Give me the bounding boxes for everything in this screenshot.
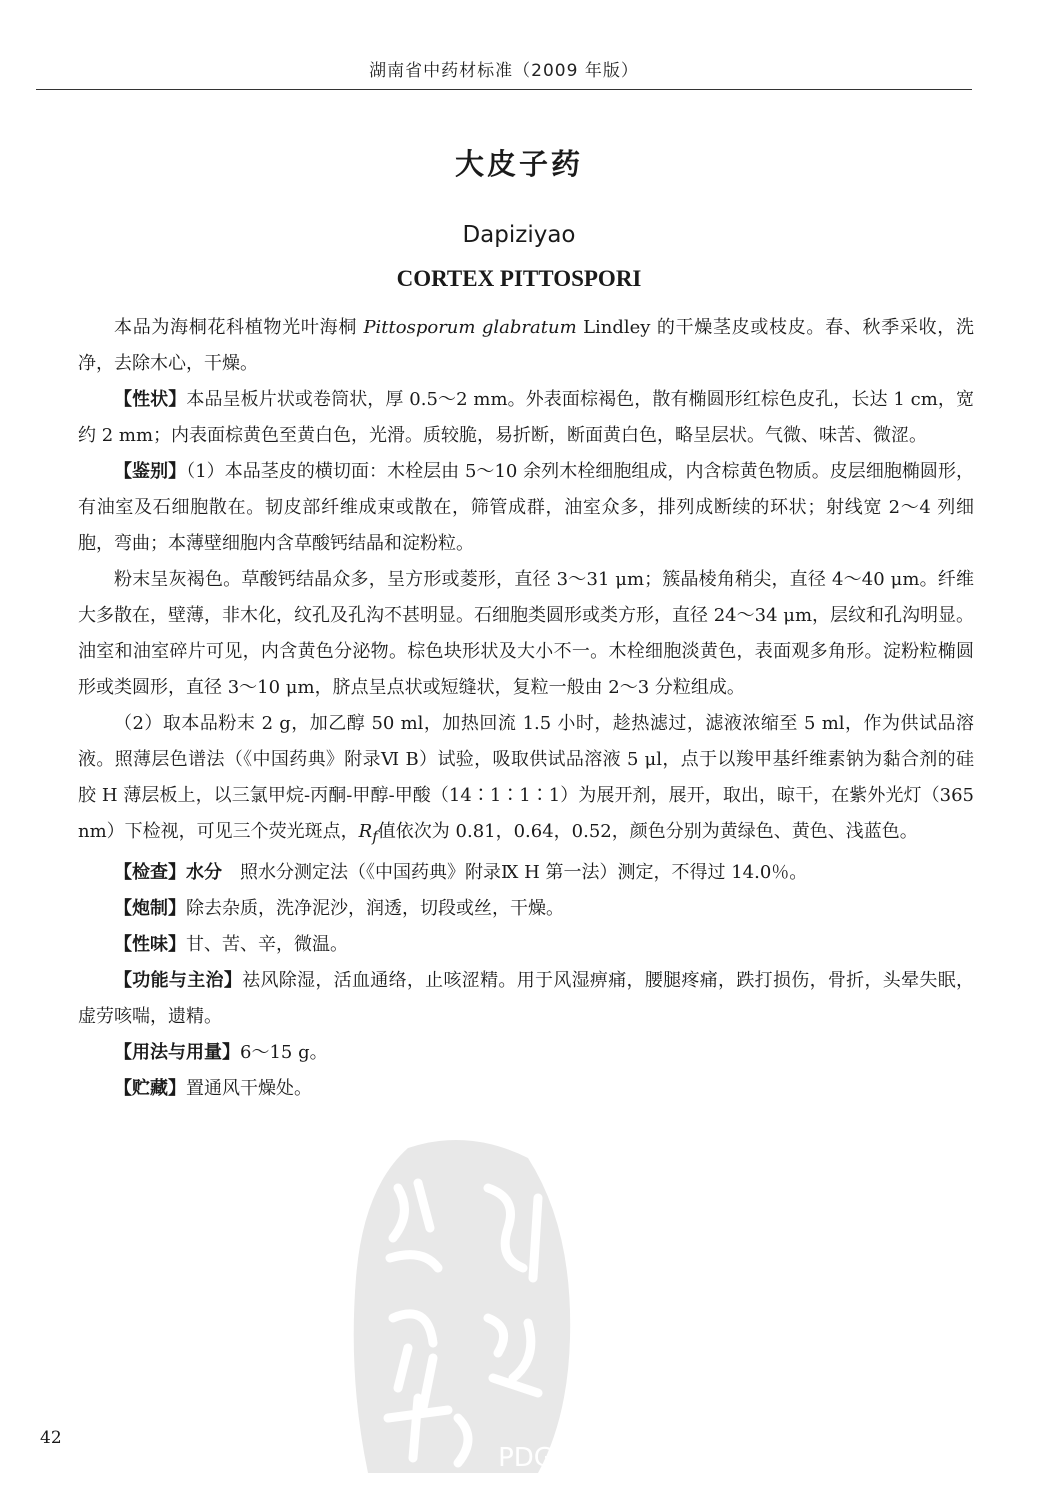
species-name: Pittosporum glabratum [363,317,577,338]
usage-section: 【用法与用量】6～15 g。 [114,1041,328,1063]
section-label: 【功能与主治】 [114,969,243,991]
page-number: 42 [40,1428,62,1448]
section-label: 【贮藏】 [114,1077,186,1099]
section-label: 【检查】 [114,861,186,883]
monograph-title: 大皮子药 [454,147,583,181]
watermark-label: PDG [498,1443,554,1473]
section-label: 【性味】 [114,933,186,955]
seal-watermark [338,1118,588,1478]
latin-name: CORTEX PITTOSPORI [396,266,642,291]
section-label: 【用法与用量】 [114,1041,240,1063]
identification-tlc: （2）取本品粉末 2 g，加乙醇 50 ml，加热回流 1.5 小时，趁热滤过，滤液浓缩至 5 ml，作为供试品溶液。照薄层色谱法（《中国药典》附录Ⅵ B）试验，吸取供试品溶液 5 μl，点于以羧甲基纤维素钠为黏合剂的硅胶 H 薄层板上，以三氯甲烷-丙酮-甲醇-甲酸（14∶1∶1∶1）为展开剂，展开，取出，晾干，在紫外光灯（365 nm）下检视，可见三个荧光斑点，$R_f$值依次为 0.81，0.64，0.52，颜色分别为黄绿色、黄色、浅蓝色。 [78,713,974,846]
processing-section: 【炮制】除去杂质，洗净泥沙，润透，切段或丝，干燥。 [114,897,564,919]
pinyin-name: Dapiziyao [462,222,576,248]
identification-section: 【鉴别】（1）本品茎皮的横切面：木栓层由 5～10 余列木栓细胞组成，内含棕黄色物质。皮层细胞椭圆形，有油室及石细胞散在。韧皮部纤维成束或散在，筛管成群，油室众多，排列成断续的环状；射线宽 2～4 列细胞，弯曲；本薄壁细胞内含草酸钙结晶和淀粉粒。 [78,461,975,554]
inspection-section: 【检查】水分 照水分测定法（《中国药典》附录Ⅸ H 第一法）测定，不得过 14.0％。 [114,861,808,883]
identification-powder: 粉末呈灰褐色。草酸钙结晶众多，呈方形或菱形，直径 3～31 μm；簇晶棱角稍尖，直径 4～40 μm。纤维大多散在，壁薄，非木化，纹孔及孔沟不甚明显。石细胞类圆形或类方形，直径 24～34 μm，层纹和孔沟明显。油室和油室碎片可见，内含黄色分泌物。棕色块形状及大小不一。木栓细胞淡黄色，表面观多角形。淀粉粒椭圆形或类圆形，直径 3～10 μm，脐点呈点状或短缝状，复粒一般由 2～3 分粒组成。 [78,569,975,698]
section-label: 【鉴别】 [114,461,187,482]
running-header: 湖南省中药材标准（2009 年版） [369,61,639,81]
section-label: 【性状】 [114,389,187,410]
property-section: 【性味】甘、苦、辛，微温。 [114,933,348,955]
section-label: 【炮制】 [114,897,186,919]
function-section: 【功能与主治】祛风除湿，活血通络，止咳涩精。用于风湿痹痛，腰腿疼痛，跌打损伤，骨折，头晕失眠，虚劳咳喘，遗精。 [78,969,975,1027]
storage-section: 【贮藏】置通风干燥处。 [114,1077,312,1099]
intro-paragraph: 本品为海桐花科植物光叶海桐 Pittosporum glabratum Lindley 的干燥茎皮或枝皮。春、秋季采收，洗净，去除木心，干燥。 [78,317,974,374]
header-rule [36,89,972,90]
monograph-body [78,310,974,1107]
character-section: 【性状】本品呈板片状或卷筒状，厚 0.5～2 mm。外表面棕褐色，散有椭圆形红棕色皮孔，长达 1 cm，宽约 2 mm；内表面棕黄色至黄白色，光滑。质较脆，易折断，断面黄白色，略呈层状。气微、味苦、微涩。 [78,389,974,446]
